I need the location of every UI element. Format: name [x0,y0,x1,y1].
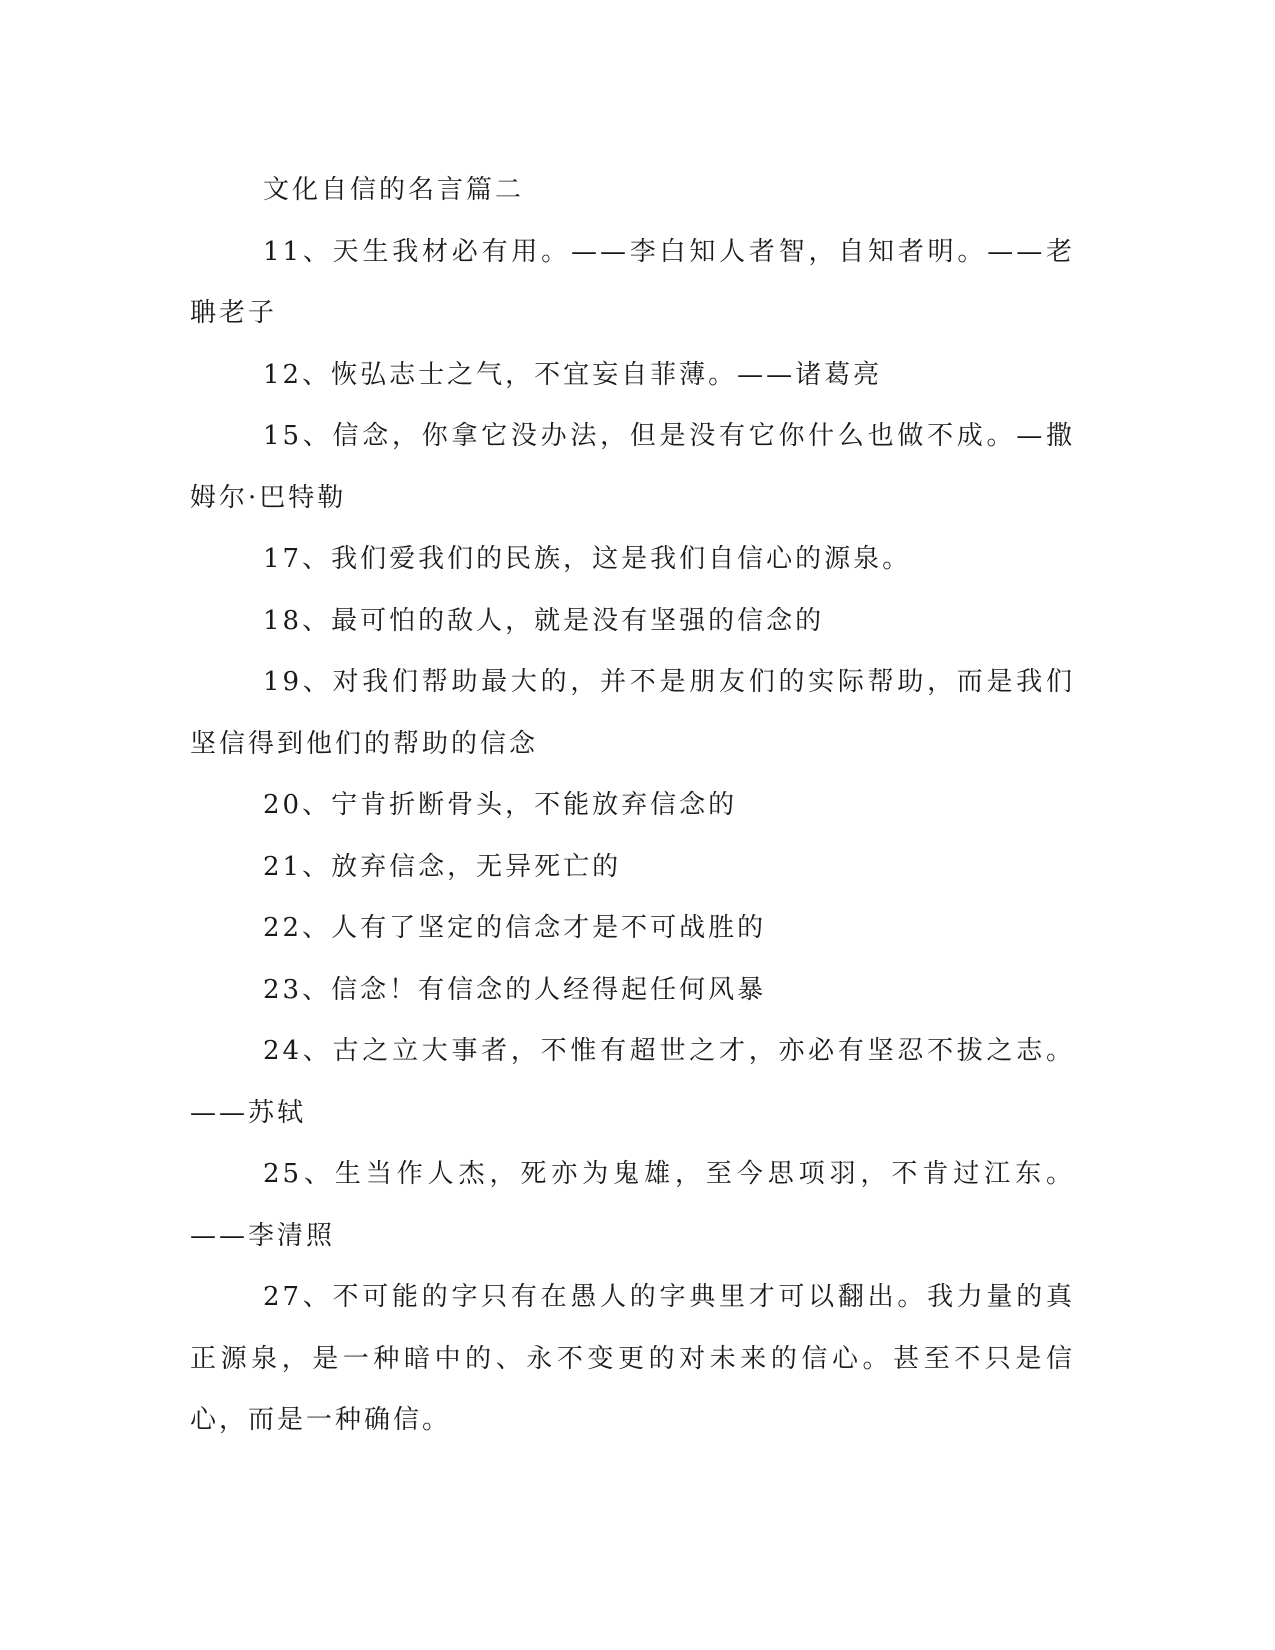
quote-paragraph: 17、我们爱我们的民族，这是我们自信心的源泉。 [263,544,912,574]
quote-paragraph: 18、最可怕的敌人，就是没有坚强的信念的 [263,605,825,636]
quote-paragraph: 24、古之立大事者，不惟有超世之才，亦必有坚忍不拔之志。——苏轼 [190,1036,1075,1128]
quote-paragraph: 12、恢弘志士之气，不宜妄自菲薄。——诸葛亮 [263,359,883,390]
quote-paragraph: 23、信念！有信念的人经得起任何风暴 [263,974,767,1005]
quote-paragraph: 21、放弃信念，无异死亡的 [263,851,622,882]
quote-paragraph: 27、不可能的字只有在愚人的字典里才可以翻出。我力量的真正源泉，是一种暗中的、永不变更的对未来的信心。甚至不只是信心，而是一种确信。 [190,1282,1075,1435]
quote-paragraph: 25、生当作人杰，死亦为鬼雄，至今思项羽，不肯过江东。——李清照 [190,1159,1075,1251]
quote-paragraph: 20、宁肯折断骨头，不能放弃信念的 [263,790,738,820]
quote-paragraph: 22、人有了坚定的信念才是不可战胜的 [263,913,767,943]
quote-paragraph: 19、对我们帮助最大的，并不是朋友们的实际帮助，而是我们坚信得到他们的帮助的信念 [190,667,1075,759]
document-body [190,160,1075,1452]
quote-paragraph: 15、信念，你拿它没办法，但是没有它你什么也做不成。—撒姆尔·巴特勒 [190,421,1075,513]
section-heading: 文化自信的名言篇二 [263,175,525,205]
quote-paragraph: 11、天生我材必有用。——李白知人者智，自知者明。——老聃老子 [190,236,1075,328]
